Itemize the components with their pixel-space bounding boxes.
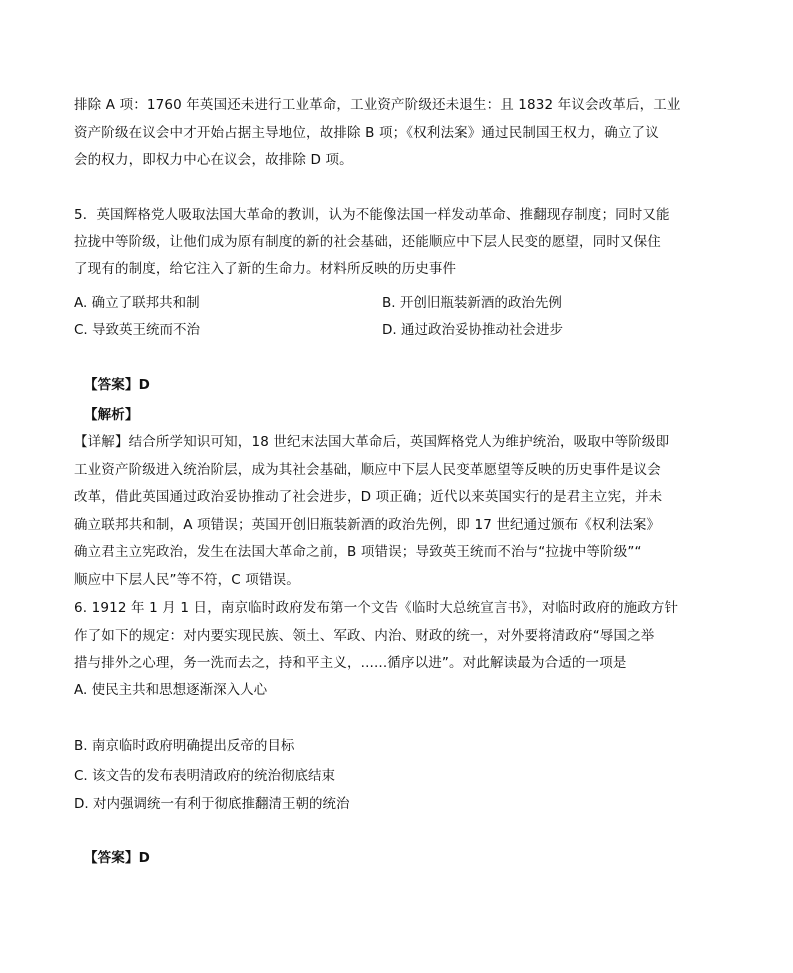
q6-option-b: B. 南京临时政府明确提出反帝的目标	[74, 738, 295, 754]
q5-explanation-line-2: 工业资产阶级进入统治阶层，成为其社会基础，顺应中下层人民变革愿望等反映的历史事件是议会	[74, 462, 661, 478]
q6-answer: 【答案】D	[84, 850, 150, 866]
q5-explanation-line-3: 改革，借此英国通过政治妥协推动了社会进步，D 项正确；近代以来英国实行的是君主立宪，并未	[74, 489, 663, 505]
q6-stem-line-2: 作了如下的规定：对内要实现民族、领土、军政、内治、财政的统一，对外要将清政府“辱国之举	[74, 628, 655, 644]
q5-stem-line-3: 了现有的制度，给它注入了新的生命力。材料所反映的历史事件	[74, 261, 457, 277]
q5-option-b: B. 开创旧瓶装新酒的政治先例	[382, 295, 562, 311]
q5-explanation-line-1: 【详解】结合所学知识可知，18 世纪末法国大革命后，英国辉格党人为维护统治，吸取中等阶级即	[74, 434, 670, 450]
q5-option-d: D. 通过政治妥协推动社会进步	[382, 322, 563, 338]
prev-explanation-line-2: 资产阶级在议会中才开始占据主导地位，故排除 B 项；《权利法案》通过民制国王权力，确立了议	[74, 125, 659, 141]
q5-explanation-line-4: 确立联邦共和制，A 项错误；英国开创旧瓶装新酒的政治先例，即 17 世纪通过颁布《权利法案》	[74, 517, 661, 533]
q5-stem-line-1: 5．英国辉格党人吸取法国大革命的教训，认为不能像法国一样发动革命、推翻现存制度；同时又能	[74, 207, 670, 223]
q5-answer: 【答案】D	[84, 377, 150, 393]
q6-option-c: C. 该文告的发布表明清政府的统治彻底结束	[74, 768, 336, 784]
q5-analysis-label: 【解析】	[84, 407, 139, 423]
q5-stem-line-2: 拉拢中等阶级，让他们成为原有制度的新的社会基础，还能顺应中下层人民变的愿望，同时又保住	[74, 234, 661, 250]
prev-explanation-line-1: 排除 A 项：1760 年英国还未进行工业革命，工业资产阶级还未退生：且 1832 年议会改革后，工业	[74, 97, 681, 113]
q6-stem-line-3: 措与排外之心理，务一洗而去之，持和平主义，......循序以进”。对此解读最为合适的一项是	[74, 655, 627, 671]
q5-explanation-line-6: 顺应中下层人民”等不符，C 项错误。	[74, 572, 300, 588]
q5-option-c: C. 导致英王统而不治	[74, 322, 201, 338]
q6-option-d: D. 对内强调统一有利于彻底推翻清王朝的统治	[74, 796, 350, 812]
prev-explanation-line-3: 会的权力，即权力中心在议会，故排除 D 项。	[74, 152, 353, 168]
q5-option-a: A. 确立了联邦共和制	[74, 295, 200, 311]
q5-explanation-line-5: 确立君主立宪政治，发生在法国大革命之前，B 项错误；导致英王统而不治与“拉拢中等阶级”“	[74, 544, 642, 560]
q6-option-a: A. 使民主共和思想逐渐深入人心	[74, 682, 268, 698]
q6-stem-line-1: 6. 1912 年 1 月 1 日，南京临时政府发布第一个文告《临时大总统宣言书》，对临时政府的施政方针	[74, 600, 679, 616]
